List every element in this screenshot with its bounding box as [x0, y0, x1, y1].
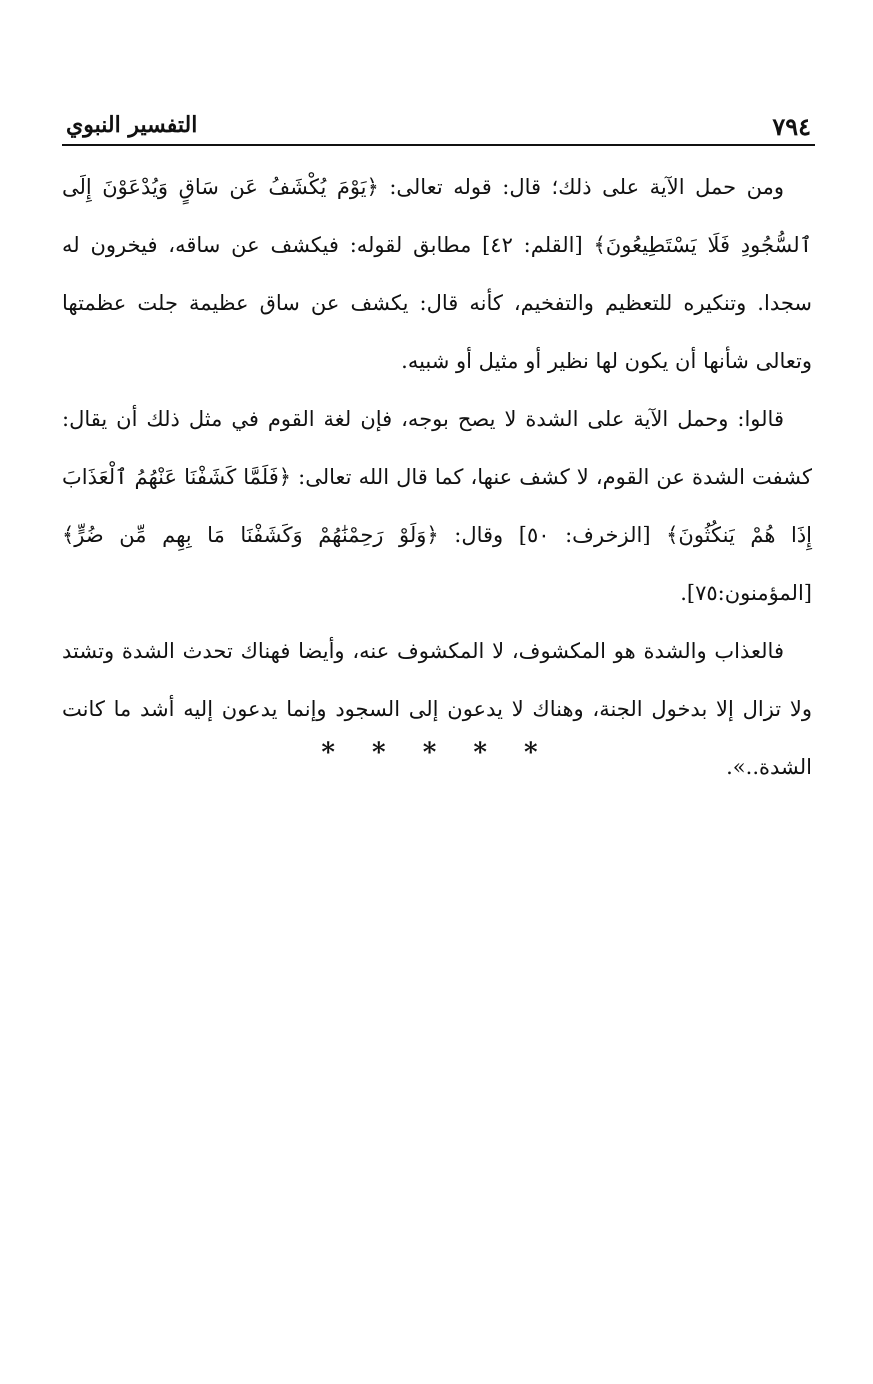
body-text — [62, 158, 812, 796]
section-separator: * * * * * — [321, 738, 552, 768]
paragraph: ومن حمل الآية على ذلك؛ قال: قوله تعالى: ﴿يَوْمَ يُكْشَفُ عَن سَاقٍ وَيُدْعَوْنَ إِلَى ٱلسُّجُودِ فَلَا يَسْتَطِيعُونَ﴾ [القلم: ٤٢] مطابق لقوله: فيكشف عن ساقه، فيخرون له سجدا. وتنكيره للتعظيم والتفخيم، كأنه قال: يكشف عن ساق عظيمة جلت عظمتها وتعالى شأنها أن يكون لها نظير أو مثيل أو شبيه. — [62, 175, 812, 373]
paragraph: فالعذاب والشدة هو المكشوف، لا المكشوف عنه، وأيضا فهناك تحدث الشدة وتشتد ولا تزال إلا بدخول الجنة، وهناك لا يدعون إلى السجود وإنما يدعون إليه أشد ما كانت الشدة..». — [62, 639, 812, 779]
running-title: التفسير النبوي — [66, 112, 198, 138]
page-number: ٧٩٤ — [772, 112, 811, 141]
paragraph: قالوا: وحمل الآية على الشدة لا يصح بوجه، فإن لغة القوم في مثل ذلك أن يقال: كشفت الشدة عن القوم، لا كشف عنها، كما قال الله تعالى: ﴿فَلَمَّا كَشَفْنَا عَنْهُمُ ٱلْعَذَابَ إِذَا هُمْ يَنكُثُونَ﴾ [الزخرف: ٥٠] وقال: ﴿وَلَوْ رَحِمْنَٰهُمْ وَكَشَفْنَا مَا بِهِم مِّن ضُرٍّ﴾ [المؤمنون:٧٥]. — [62, 407, 813, 605]
page-header — [62, 108, 815, 146]
